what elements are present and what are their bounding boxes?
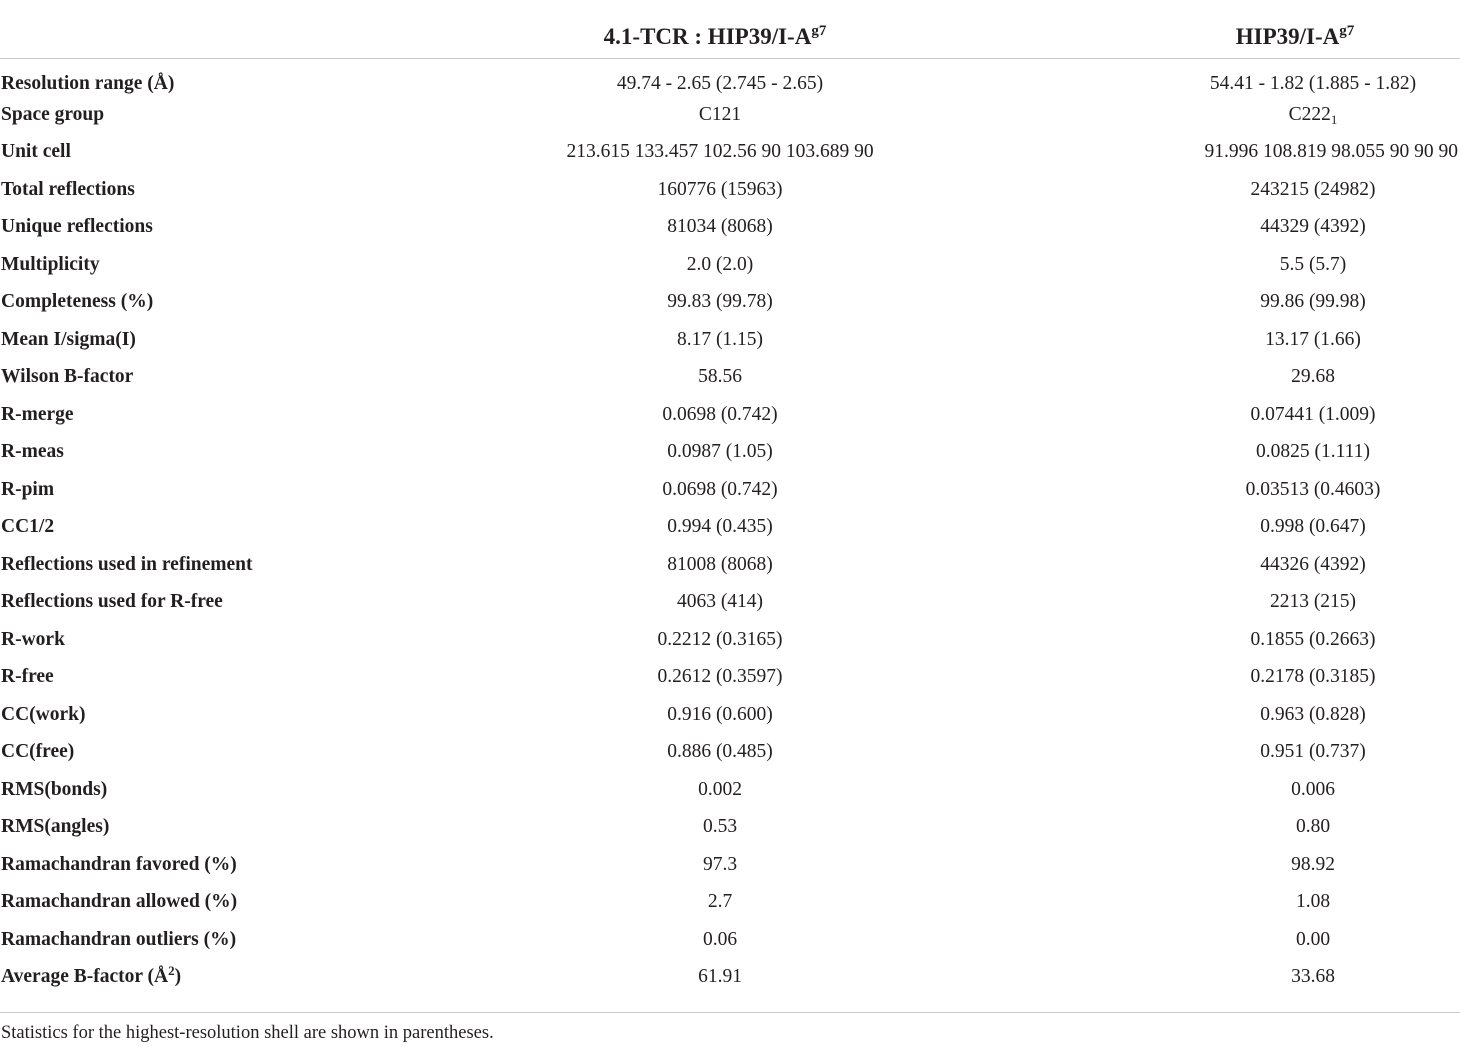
- row-value-peptide-mhc-wrap: [1168, 816, 1458, 838]
- row-value-peptide-mhc-text: 0.0825 (1.111): [1256, 441, 1370, 463]
- row-value-peptide-mhc: [980, 546, 1460, 584]
- row-value-complex: 0.0698 (0.742): [662, 403, 778, 425]
- row-label-text: R-free: [1, 666, 54, 688]
- row-label: [0, 434, 480, 472]
- row-value-peptide-mhc-wrap: [1168, 554, 1458, 576]
- row-label-text: Space group: [1, 103, 105, 125]
- row-label-suffix: ): [174, 966, 182, 988]
- row-value-peptide-mhc-text: 0.2178 (0.3185): [1250, 666, 1376, 688]
- row-label-text: Average B-factor (Å: [1, 966, 169, 988]
- row-label: [0, 209, 480, 247]
- row-value-peptide-mhc: [980, 771, 1460, 809]
- row-value-complex: 0.53: [702, 816, 738, 838]
- row-value-peptide-mhc-wrap: [1168, 291, 1458, 313]
- row-label-text: Ramachandran outliers (%): [1, 928, 237, 950]
- table-row: [0, 96, 1460, 134]
- header-col-peptide-mhc: [980, 0, 1460, 59]
- row-label: [0, 359, 480, 397]
- row-value-peptide-mhc-text: 0.963 (0.828): [1260, 703, 1366, 725]
- row-value-peptide-mhc-text: 0.998 (0.647): [1260, 516, 1366, 538]
- row-value-complex: 2.0 (2.0): [686, 253, 754, 275]
- row-value-complex: 0.994 (0.435): [667, 516, 773, 538]
- row-label: [0, 696, 480, 734]
- table-row: [0, 359, 1460, 397]
- row-value-complex: 2.7: [707, 891, 733, 913]
- table-row: [0, 659, 1460, 697]
- row-label-text: Total reflections: [1, 178, 135, 200]
- row-value-peptide-mhc: [980, 96, 1460, 134]
- row-value-peptide-mhc-wrap: [1168, 629, 1458, 651]
- row-label-sup: 2: [168, 963, 175, 979]
- row-value-peptide-mhc-wrap: [1168, 779, 1458, 801]
- row-value-peptide-mhc-text: 0.006: [1291, 778, 1335, 800]
- header-col-peptide-mhc-text: HIP39/I-A: [1235, 24, 1340, 49]
- row-value-complex: 4063 (414): [676, 591, 764, 613]
- row-value-complex: 61.91: [698, 966, 742, 988]
- row-value-peptide-mhc: [980, 134, 1460, 172]
- row-value-peptide-mhc-wrap: [1168, 73, 1458, 95]
- row-value-peptide-mhc-wrap: [1168, 929, 1458, 951]
- row-value-peptide-mhc-wrap: [1168, 216, 1458, 238]
- row-value-peptide-mhc: [980, 246, 1460, 284]
- table-row: [0, 396, 1460, 434]
- row-value-complex: 58.56: [698, 366, 742, 388]
- row-label-text: RMS(angles): [1, 816, 110, 838]
- row-value-peptide-mhc: [980, 846, 1460, 884]
- row-value-complex: 0.0987 (1.05): [667, 441, 773, 463]
- row-label-text: R-work: [1, 628, 65, 650]
- table-row: [0, 621, 1460, 659]
- row-value-peptide-mhc: [980, 809, 1460, 847]
- row-value-peptide-mhc-text: 98.92: [1291, 853, 1335, 875]
- row-label-text: Ramachandran favored (%): [1, 853, 237, 875]
- row-label: [0, 959, 480, 997]
- row-label-text: CC(free): [1, 741, 75, 763]
- row-value-peptide-mhc-wrap: [1168, 254, 1458, 276]
- header-col-complex-text: 4.1-TCR : HIP39/I-A: [603, 24, 812, 49]
- row-label-text: Resolution range (Å): [1, 72, 175, 94]
- row-value-peptide-mhc-text: 1.08: [1295, 891, 1331, 913]
- row-value-peptide-mhc-text: 2213 (215): [1269, 591, 1357, 613]
- row-value-peptide-mhc-wrap: [1168, 104, 1458, 126]
- table-row: [0, 209, 1460, 247]
- row-label: [0, 96, 480, 134]
- row-value-complex: 0.886 (0.485): [667, 741, 773, 763]
- row-label-text: CC(work): [1, 703, 86, 725]
- row-value-peptide-mhc-wrap: [1168, 666, 1458, 688]
- row-value-peptide-mhc-sub: 1: [1330, 111, 1338, 127]
- table-row: [0, 846, 1460, 884]
- row-value-peptide-mhc: [980, 359, 1460, 397]
- row-label: [0, 921, 480, 959]
- row-label-text: R-meas: [1, 441, 64, 463]
- row-value-complex: 97.3: [702, 853, 738, 875]
- row-value-peptide-mhc-text: 99.86 (99.98): [1260, 291, 1366, 313]
- row-label: [0, 659, 480, 697]
- row-value-peptide-mhc: [980, 209, 1460, 247]
- row-value-peptide-mhc-wrap: [1168, 441, 1458, 463]
- table-row: [0, 584, 1460, 622]
- row-label-text: Ramachandran allowed (%): [1, 891, 238, 913]
- row-label-text: Unit cell: [1, 141, 71, 163]
- table-row: [0, 771, 1460, 809]
- row-label: [0, 171, 480, 209]
- row-value-peptide-mhc: [980, 284, 1460, 322]
- header-label-cell: [0, 0, 480, 59]
- row-label: [0, 884, 480, 922]
- header-col-peptide-mhc-sup: g7: [1339, 23, 1355, 39]
- row-value-peptide-mhc-wrap: [1168, 966, 1458, 988]
- row-value-peptide-mhc-text: 243215 (24982): [1250, 178, 1376, 200]
- row-value-complex: 213.615 133.457 102.56 90 103.689 90: [566, 141, 874, 163]
- row-label-text: CC1/2: [1, 516, 55, 538]
- row-label: [0, 471, 480, 509]
- table-footnote: Statistics for the highest-resolution shell are shown in parentheses.: [1, 1023, 494, 1043]
- row-label: [0, 59, 480, 97]
- row-label: [0, 546, 480, 584]
- row-value-complex: 49.74 - 2.65 (2.745 - 2.65): [616, 72, 824, 94]
- row-value-peptide-mhc-text: 33.68: [1291, 966, 1335, 988]
- row-value-peptide-mhc: [980, 959, 1460, 997]
- table-bottom-rule: [0, 1012, 1460, 1013]
- header-col-complex-sup: g7: [811, 23, 827, 39]
- row-label-text: Mean I/sigma(I): [1, 328, 136, 350]
- table-row: [0, 246, 1460, 284]
- row-value-peptide-mhc-wrap: [1168, 179, 1458, 201]
- row-label: [0, 734, 480, 772]
- header-row: [0, 0, 1460, 59]
- row-value-peptide-mhc-wrap: [1205, 141, 1459, 163]
- row-value-peptide-mhc-text: 13.17 (1.66): [1265, 328, 1361, 350]
- row-label-text: Multiplicity: [1, 253, 100, 275]
- table-row: [0, 434, 1460, 472]
- row-value-peptide-mhc: [980, 471, 1460, 509]
- row-label: [0, 846, 480, 884]
- row-value-peptide-mhc-text: 44326 (4392): [1260, 553, 1366, 575]
- row-label-text: Wilson B-factor: [1, 366, 134, 388]
- row-value-peptide-mhc-wrap: [1168, 329, 1458, 351]
- table-row: [0, 59, 1460, 97]
- row-label: [0, 771, 480, 809]
- row-value-peptide-mhc: [980, 59, 1460, 97]
- row-value-peptide-mhc: [980, 696, 1460, 734]
- row-value-peptide-mhc-text: 0.951 (0.737): [1260, 741, 1366, 763]
- table-row: [0, 921, 1460, 959]
- row-label-text: Completeness (%): [1, 291, 154, 313]
- row-label-text: Reflections used for R-free: [1, 591, 223, 613]
- row-value-peptide-mhc-wrap: [1168, 854, 1458, 876]
- row-value-complex: 8.17 (1.15): [676, 328, 764, 350]
- table-row: [0, 696, 1460, 734]
- row-value-complex: 99.83 (99.78): [667, 291, 773, 313]
- row-label: [0, 321, 480, 359]
- table-body: [0, 59, 1460, 997]
- row-value-peptide-mhc-text: 29.68: [1291, 366, 1335, 388]
- row-label-text: Reflections used in refinement: [1, 553, 253, 575]
- row-value-peptide-mhc: [980, 396, 1460, 434]
- row-label: [0, 509, 480, 547]
- row-value-peptide-mhc-text: 91.996 108.819 98.055 90 90 90: [1204, 141, 1458, 163]
- table-row: [0, 471, 1460, 509]
- table-row: [0, 546, 1460, 584]
- row-label: [0, 246, 480, 284]
- row-value-complex: 81034 (8068): [667, 216, 773, 238]
- table-row: [0, 959, 1460, 997]
- row-value-complex: C121: [698, 103, 742, 125]
- row-label-text: RMS(bonds): [1, 778, 108, 800]
- row-value-peptide-mhc-text: 0.07441 (1.009): [1250, 403, 1376, 425]
- row-value-complex: 0.916 (0.600): [667, 703, 773, 725]
- row-value-peptide-mhc-text: C222: [1288, 103, 1331, 125]
- row-label: [0, 584, 480, 622]
- row-label: [0, 809, 480, 847]
- table-row: [0, 884, 1460, 922]
- row-value-complex: 0.06: [702, 928, 738, 950]
- table-row: [0, 134, 1460, 172]
- row-label: [0, 134, 480, 172]
- table-header: [0, 0, 1460, 59]
- row-value-peptide-mhc-text: 0.00: [1295, 928, 1331, 950]
- row-value-peptide-mhc: [980, 434, 1460, 472]
- row-value-complex: 0.002: [698, 778, 742, 800]
- table-row: [0, 321, 1460, 359]
- row-value-complex: 160776 (15963): [657, 178, 783, 200]
- row-value-complex: 0.0698 (0.742): [662, 478, 778, 500]
- row-value-peptide-mhc-wrap: [1168, 591, 1458, 613]
- row-value-peptide-mhc-text: 44329 (4392): [1260, 216, 1366, 238]
- row-value-peptide-mhc: [980, 509, 1460, 547]
- row-value-peptide-mhc-wrap: [1168, 516, 1458, 538]
- row-value-peptide-mhc-wrap: [1168, 704, 1458, 726]
- row-label-text: R-pim: [1, 478, 55, 500]
- row-value-peptide-mhc: [980, 321, 1460, 359]
- row-label-text: Unique reflections: [1, 216, 153, 238]
- row-label-text: R-merge: [1, 403, 74, 425]
- row-value-peptide-mhc: [980, 884, 1460, 922]
- row-value-peptide-mhc-text: 0.1855 (0.2663): [1250, 628, 1376, 650]
- row-label: [0, 284, 480, 322]
- row-value-complex: 81008 (8068): [667, 553, 773, 575]
- table-row: [0, 734, 1460, 772]
- row-value-peptide-mhc-wrap: [1168, 479, 1458, 501]
- row-value-peptide-mhc-wrap: [1168, 404, 1458, 426]
- row-label: [0, 621, 480, 659]
- row-value-peptide-mhc-text: 5.5 (5.7): [1279, 253, 1347, 275]
- table-row: [0, 284, 1460, 322]
- row-value-peptide-mhc: [980, 171, 1460, 209]
- row-value-peptide-mhc-wrap: [1168, 891, 1458, 913]
- header-col-complex: [480, 0, 980, 59]
- row-value-complex: 0.2612 (0.3597): [657, 666, 783, 688]
- row-value-complex: 0.2212 (0.3165): [657, 628, 783, 650]
- row-value-peptide-mhc: [980, 584, 1460, 622]
- table-row: [0, 509, 1460, 547]
- table-row: [0, 809, 1460, 847]
- row-value-peptide-mhc: [980, 659, 1460, 697]
- row-value-peptide-mhc-wrap: [1168, 741, 1458, 763]
- table-row: [0, 171, 1460, 209]
- row-value-peptide-mhc: [980, 621, 1460, 659]
- row-value-peptide-mhc-text: 0.80: [1295, 816, 1331, 838]
- row-value-peptide-mhc-text: 54.41 - 1.82 (1.885 - 1.82): [1209, 72, 1417, 94]
- row-value-peptide-mhc-wrap: [1168, 366, 1458, 388]
- row-value-peptide-mhc: [980, 921, 1460, 959]
- row-value-peptide-mhc: [980, 734, 1460, 772]
- row-value-peptide-mhc-text: 0.03513 (0.4603): [1245, 478, 1381, 500]
- row-label: [0, 396, 480, 434]
